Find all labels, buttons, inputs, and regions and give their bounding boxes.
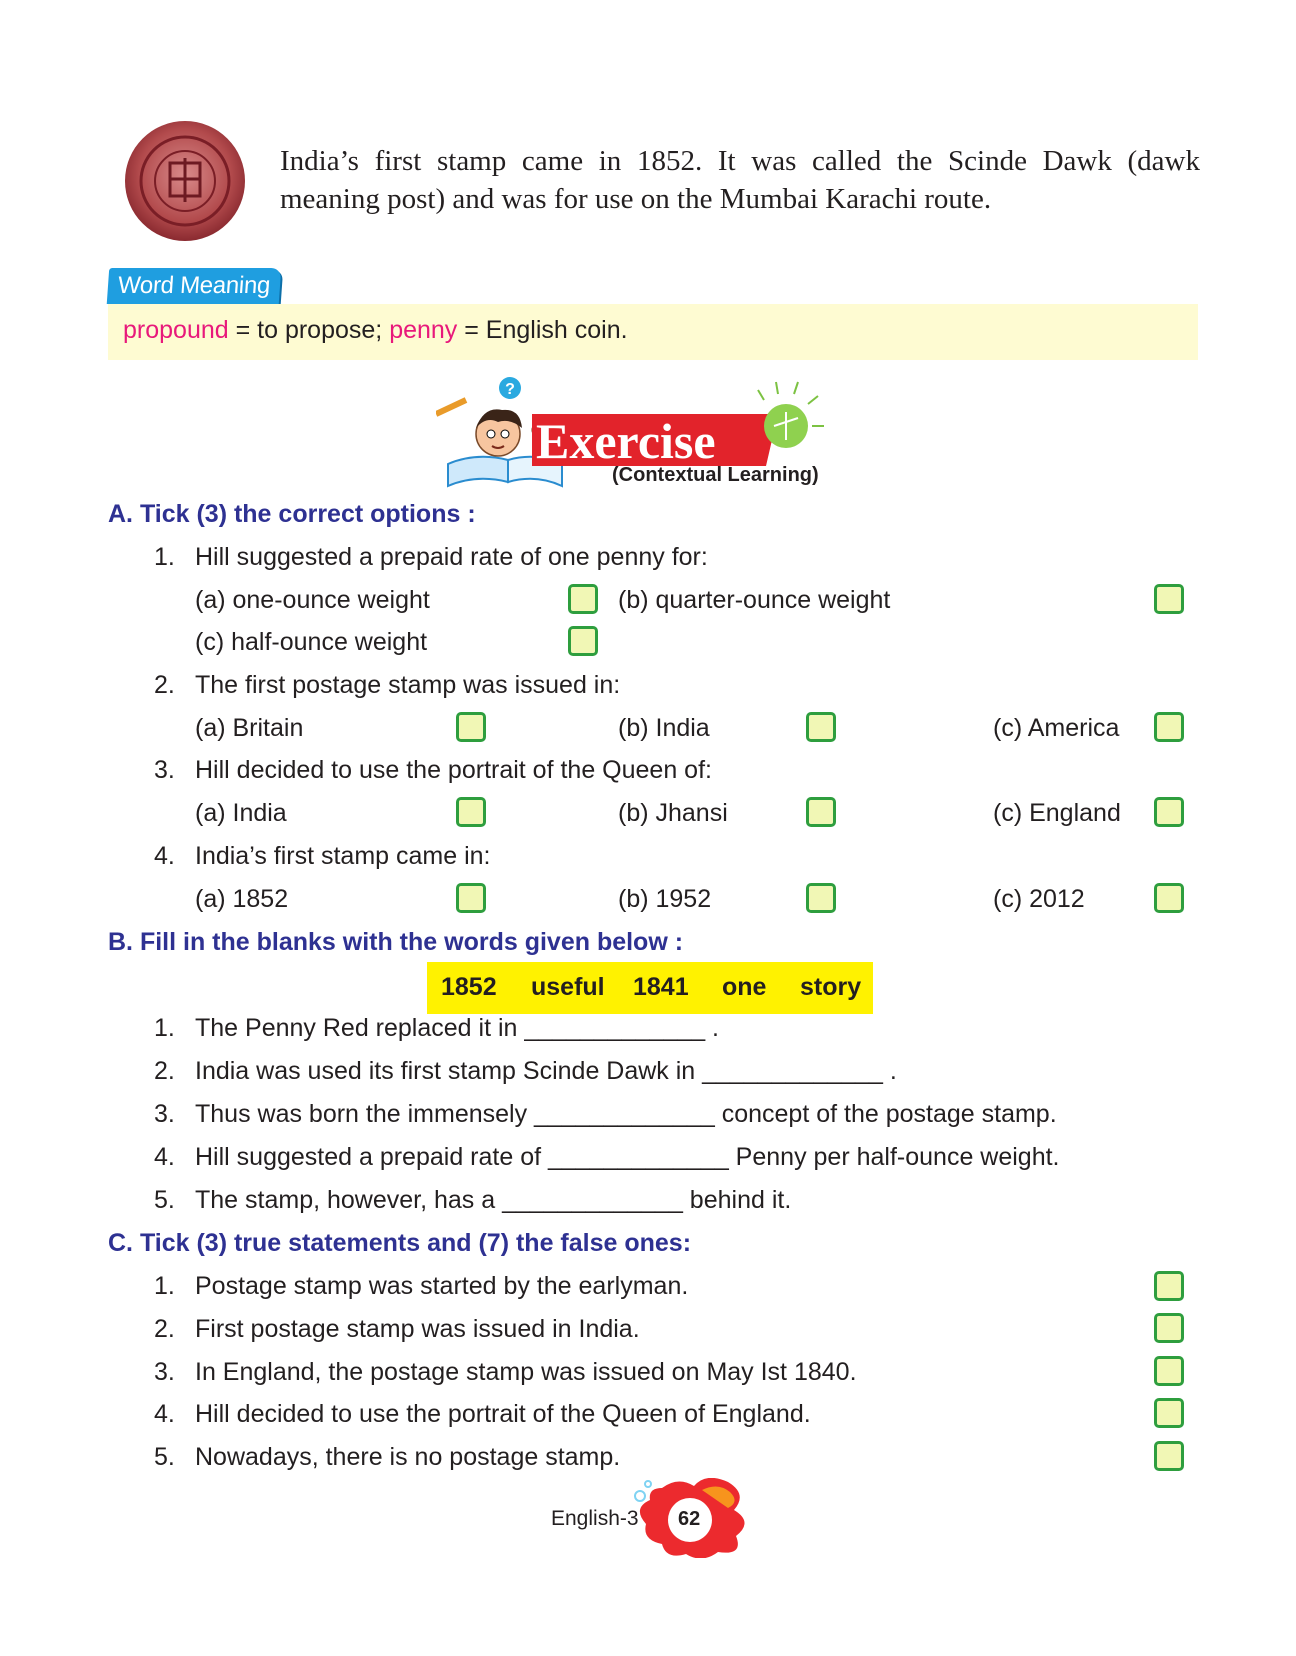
option-text: (b) India [618, 714, 710, 742]
question-text: The first postage stamp was issued in: [195, 671, 621, 699]
item-number: 5. [154, 1443, 175, 1471]
answer-checkbox[interactable] [1154, 797, 1184, 827]
scinde-dawk-stamp-image [122, 118, 248, 244]
word-bank-item: one [722, 973, 767, 1001]
true-false-checkbox[interactable] [1154, 1398, 1184, 1428]
question-text: India’s first stamp came in: [195, 842, 491, 870]
intro-paragraph: India’s first stamp came in 1852. It was called the Scinde Dawk (dawk meaning post) and was for use on the Mumbai Karachi route. [280, 145, 1200, 215]
exercise-subtitle: (Contextual Learning) [612, 464, 819, 486]
statement-text: In England, the postage stamp was issued on May Ist 1840. [195, 1358, 857, 1386]
svg-text:?: ? [505, 381, 515, 398]
term-penny: penny [389, 316, 458, 344]
answer-checkbox[interactable] [456, 883, 486, 913]
answer-checkbox[interactable] [568, 626, 598, 656]
option-text: (b) quarter-ounce weight [618, 586, 891, 614]
fill-blank-item: India was used its first stamp Scinde Dawk in _____________ . [195, 1057, 897, 1085]
item-number: 3. [154, 1100, 175, 1128]
page-number: 62 [678, 1508, 701, 1530]
fill-blank-item: The Penny Red replaced it in _____________ . [195, 1014, 719, 1042]
answer-checkbox[interactable] [806, 712, 836, 742]
option-text: (a) 1852 [195, 885, 289, 913]
item-number: 3. [154, 1358, 175, 1386]
item-number: 5. [154, 1186, 175, 1214]
answer-checkbox[interactable] [806, 883, 836, 913]
book-icon [448, 457, 508, 486]
true-false-checkbox[interactable] [1154, 1356, 1184, 1386]
answer-checkbox[interactable] [568, 584, 598, 614]
answer-checkbox[interactable] [806, 797, 836, 827]
section-a-heading: A. Tick (3) the correct options : [108, 500, 476, 528]
statement-text: Postage stamp was started by the earlyman. [195, 1272, 689, 1300]
option-text: (c) America [993, 714, 1120, 742]
option-text: (b) 1952 [618, 885, 712, 913]
option-text: (b) Jhansi [618, 799, 728, 827]
option-text: (a) Britain [195, 714, 304, 742]
term-propound: propound [123, 316, 229, 344]
answer-checkbox[interactable] [1154, 883, 1184, 913]
question-text: Hill suggested a prepaid rate of one penny for: [195, 543, 708, 571]
exercise-title: Exercise [536, 413, 716, 469]
item-number: 1. [154, 1272, 175, 1300]
word-meaning-tab: Word Meaning [107, 268, 282, 304]
fill-blank-item: Hill suggested a prepaid rate of _____________ Penny per half-ounce weight. [195, 1143, 1060, 1171]
answer-checkbox[interactable] [456, 797, 486, 827]
answer-checkbox[interactable] [1154, 584, 1184, 614]
option-text: (a) one-ounce weight [195, 586, 430, 614]
answer-checkbox[interactable] [1154, 712, 1184, 742]
question-text: Hill decided to use the portrait of the Queen of: [195, 756, 712, 784]
option-text: (a) India [195, 799, 287, 827]
fill-blank-item: Thus was born the immensely _____________ concept of the postage stamp. [195, 1100, 1057, 1128]
item-number: 2. [154, 1315, 175, 1343]
item-number: 2. [154, 1057, 175, 1085]
question-number: 1. [154, 543, 175, 571]
def-penny: = English coin. [457, 316, 628, 344]
item-number: 4. [154, 1143, 175, 1171]
word-bank-item: 1852 [441, 973, 497, 1001]
word-bank-item: 1841 [633, 973, 689, 1001]
option-text: (c) 2012 [993, 885, 1085, 913]
fill-blank-item: The stamp, however, has a _____________ behind it. [195, 1186, 792, 1214]
word-meaning-text [123, 313, 628, 347]
section-c-heading: C. Tick (3) true statements and (7) the false ones: [108, 1229, 692, 1257]
answer-checkbox[interactable] [456, 712, 486, 742]
true-false-checkbox[interactable] [1154, 1313, 1184, 1343]
question-number: 4. [154, 842, 175, 870]
true-false-checkbox[interactable] [1154, 1271, 1184, 1301]
option-text: (c) England [993, 799, 1121, 827]
question-number: 3. [154, 756, 175, 784]
book-title: English-3 [551, 1507, 639, 1530]
statement-text: Hill decided to use the portrait of the Queen of England. [195, 1400, 811, 1428]
question-number: 2. [154, 671, 175, 699]
section-b-heading: B. Fill in the blanks with the words given below : [108, 928, 684, 956]
def-propound: = to propose; [228, 316, 390, 344]
statement-text: Nowadays, there is no postage stamp. [195, 1443, 621, 1471]
word-bank-item: useful [531, 973, 605, 1001]
option-text: (c) half-ounce weight [195, 628, 428, 656]
true-false-checkbox[interactable] [1154, 1441, 1184, 1471]
item-number: 4. [154, 1400, 175, 1428]
word-bank-item: story [800, 973, 862, 1001]
statement-text: First postage stamp was issued in India. [195, 1315, 640, 1343]
item-number: 1. [154, 1014, 175, 1042]
